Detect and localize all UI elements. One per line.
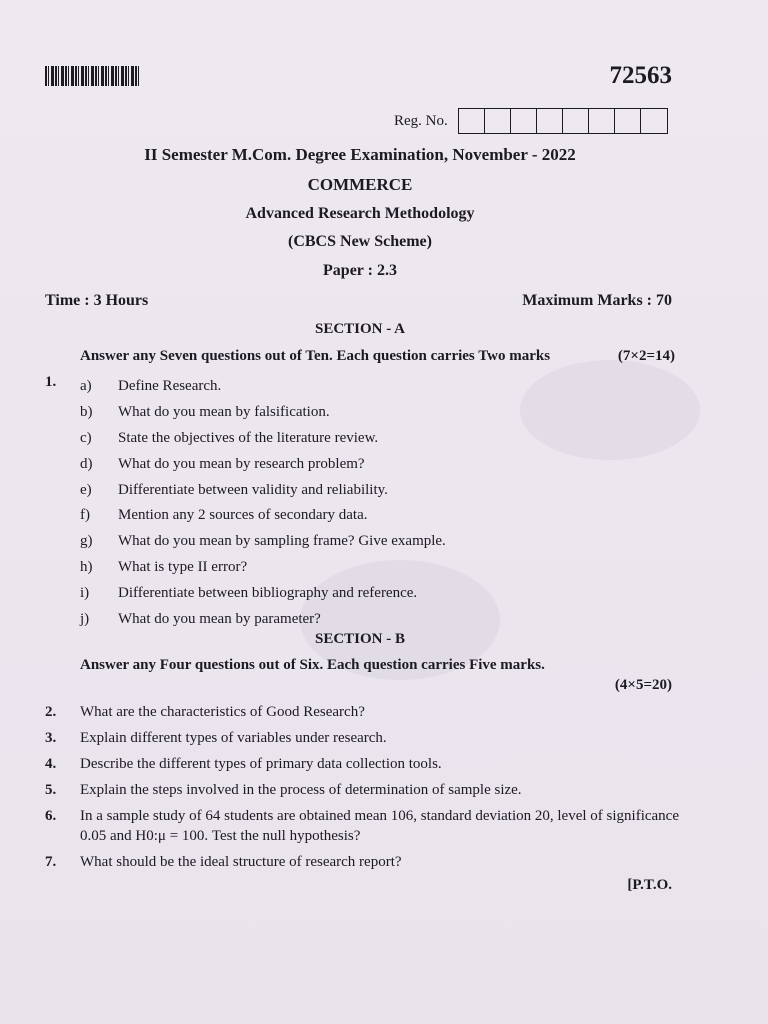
item-text: What is type II error? [118,558,248,575]
list-item [80,451,446,477]
question-text: In a sample study of 64 students are obtained mean 106, standard deviation 20, level of significance 0.05 and H0:μ = 100. Test the null hypothesis? [80,808,679,844]
reg-no-field [394,108,668,134]
question-text: Describe the different types of primary data collection tools. [80,756,442,772]
subject-title: COMMERCE [307,175,413,194]
section-b-questions [45,702,680,878]
section-a-instruction [80,348,675,365]
question-number: 3. [45,730,57,746]
paper-code: 72563 [609,62,672,89]
question-number: 6. [45,808,57,824]
list-item [80,529,446,555]
item-label: i) [80,584,90,601]
paper-number: Paper : 2.3 [323,262,397,279]
reg-box [459,109,485,133]
question-text: What should be the ideal structure of research report? [80,854,402,870]
reg-box [485,109,511,133]
reg-box [563,109,589,133]
question-text: Explain different types of variables under research. [80,730,387,746]
course-title: Advanced Research Methodology [245,205,475,222]
item-text: Define Research. [118,378,222,395]
reg-box [589,109,615,133]
section-a-instruction-text: Answer any Seven questions out of Ten. Each question carries Two marks [80,348,551,364]
question-number: 2. [45,704,57,720]
section-a-questions [80,374,446,632]
question-number: 4. [45,756,57,772]
list-item [45,780,680,800]
list-item [45,806,680,846]
item-label: a) [80,378,92,395]
list-item [45,728,680,748]
list-item [80,400,446,426]
section-b-marks: (4×5=20) [614,677,672,693]
item-label: h) [80,558,93,575]
item-text: What do you mean by research problem? [118,455,365,472]
section-a-marks: (7×2=14) [617,348,675,364]
item-label: f) [80,507,90,524]
list-item [45,702,680,722]
list-item [80,606,446,632]
scheme-title: (CBCS New Scheme) [288,233,432,250]
reg-box [641,109,667,133]
question-number: 5. [45,782,57,798]
list-item [80,426,446,452]
item-text: Mention any 2 sources of secondary data. [118,507,368,524]
item-text: Differentiate between validity and reliability. [118,481,388,498]
time-allowed: Time : 3 Hours [45,292,149,309]
item-text: What do you mean by parameter? [118,610,321,627]
question-number: 1. [45,374,57,390]
item-label: j) [80,610,90,627]
item-text: Differentiate between bibliography and reference. [118,584,418,601]
item-text: What do you mean by falsification. [118,404,330,421]
item-label: e) [80,481,92,498]
section-b-heading: SECTION - B [314,631,406,647]
barcode-icon [45,66,141,86]
item-text: What do you mean by sampling frame? Give example. [118,533,446,550]
list-item [80,477,446,503]
reg-box [537,109,563,133]
list-item [80,503,446,529]
section-a-heading: SECTION - A [314,321,406,337]
reg-box [511,109,537,133]
list-item [45,852,680,872]
section-b-instruction: Answer any Four questions out of Six. Each question carries Five marks. [80,657,545,673]
item-label: b) [80,404,93,421]
scan-smudge [520,360,700,460]
item-label: d) [80,455,93,472]
list-item [45,754,680,774]
item-text: State the objectives of the literature review. [118,429,379,446]
question-number: 7. [45,854,57,870]
reg-no-boxes [458,108,668,134]
question-text: What are the characteristics of Good Research? [80,704,365,720]
item-label: c) [80,429,92,446]
item-label: g) [80,533,93,550]
exam-title: II Semester M.Com. Degree Examination, November - 2022 [144,145,576,164]
list-item [80,374,446,400]
list-item [80,555,446,581]
page-turn-over: [P.T.O. [627,877,672,893]
reg-box [615,109,641,133]
list-item [80,580,446,606]
maximum-marks: Maximum Marks : 70 [522,292,672,309]
question-text: Explain the steps involved in the process of determination of sample size. [80,782,522,798]
exam-meta [45,292,672,310]
reg-no-label: Reg. No. [394,112,448,129]
